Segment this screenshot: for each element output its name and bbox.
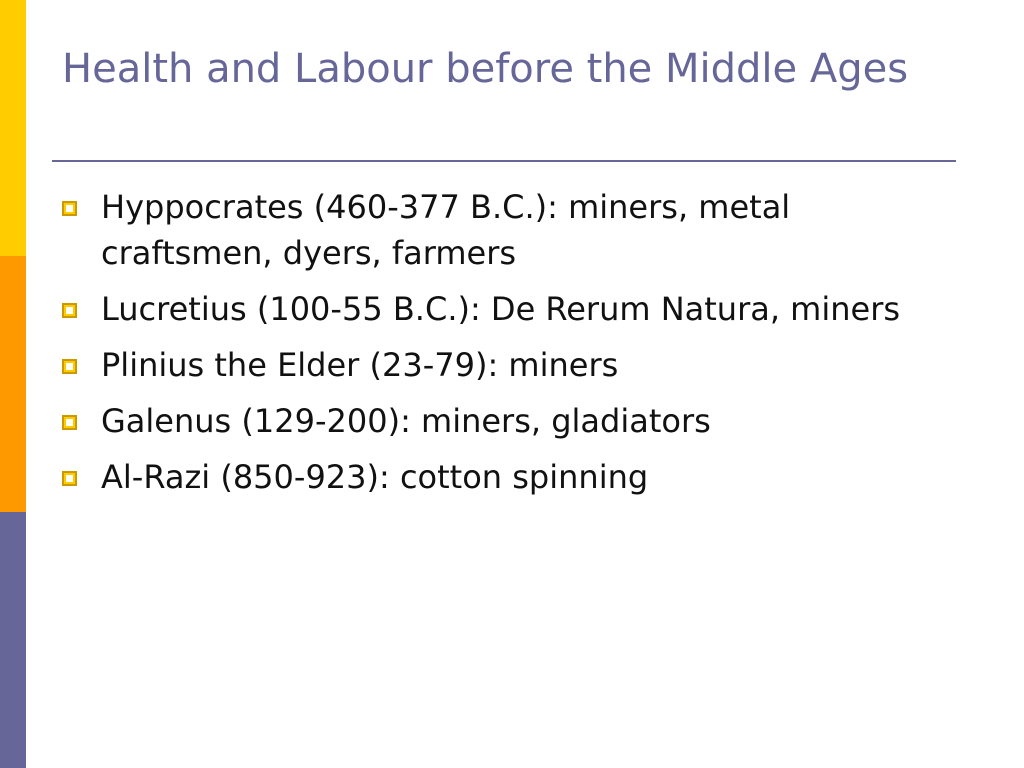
square-bullet-icon (62, 201, 77, 216)
list-item (62, 286, 942, 332)
list-item (62, 454, 942, 500)
sidebar-accent-top (0, 0, 26, 256)
sidebar-accent-middle (0, 256, 26, 512)
bullet-text: Al-Razi (850-923): cotton spinning (101, 458, 649, 496)
list-item (62, 342, 942, 388)
square-bullet-icon (62, 359, 77, 374)
slide-title: Health and Labour before the Middle Ages (62, 46, 909, 92)
list-item (62, 398, 942, 444)
list-item (62, 184, 942, 276)
bullet-text: Hyppocrates (460-377 B.C.): miners, metal craftsmen, dyers, farmers (101, 188, 791, 272)
square-bullet-icon (62, 471, 77, 486)
title-divider (52, 160, 956, 162)
bullet-text: Lucretius (100-55 B.C.): De Rerum Natura, miners (101, 290, 901, 328)
bullet-text: Plinius the Elder (23-79): miners (101, 346, 619, 384)
bullet-text: Galenus (129-200): miners, gladiators (101, 402, 711, 440)
square-bullet-icon (62, 415, 77, 430)
sidebar-accent-bottom (0, 512, 26, 768)
square-bullet-icon (62, 303, 77, 318)
bullet-list (62, 184, 942, 510)
